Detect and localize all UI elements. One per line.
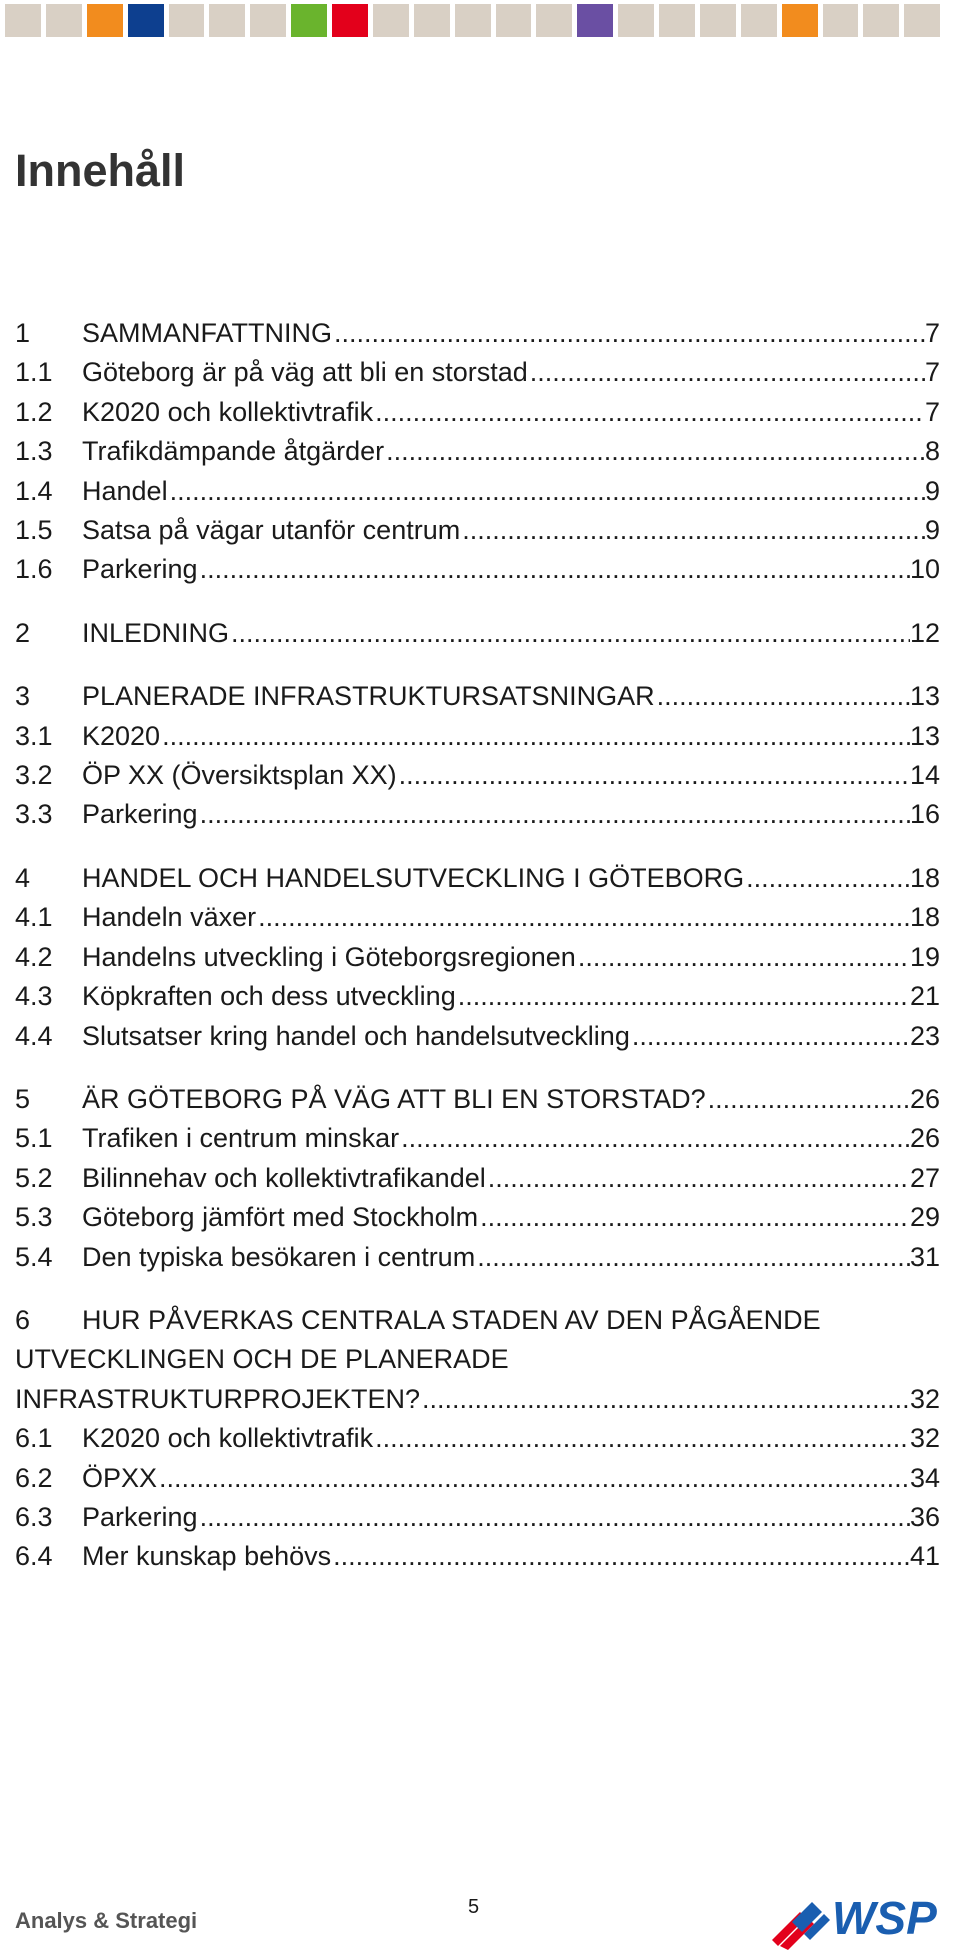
toc-number: 6 [15,1304,31,1335]
toc-label: Handelns utveckling i Göteborgsregionen [82,941,576,972]
toc-leader-dots [486,1159,910,1198]
table-of-contents [15,314,940,1577]
toc-leader-dots [397,756,910,795]
toc-leader-dots [198,795,910,834]
toc-section-entry[interactable] [15,353,940,392]
toc-section-entry[interactable] [15,1159,940,1198]
toc-number: 1 [15,318,31,348]
toc-page-number: 18 [909,862,940,893]
color-strip-square [128,4,164,37]
toc-leader-dots [373,1419,910,1458]
toc-leader-dots [630,1017,910,1056]
color-strip-square [536,4,572,37]
toc-section-entry[interactable] [15,1017,940,1056]
toc-leader-dots [168,472,925,511]
color-strip-square [46,4,82,37]
toc-section-entry[interactable] [15,1238,940,1277]
toc-number: 4 [15,862,31,893]
wsp-logo [770,1882,955,1952]
toc-leader-dots [331,1537,910,1576]
toc-section-entry[interactable] [15,432,940,471]
toc-number: 6.1 [15,1423,53,1454]
toc-number: 1.4 [15,475,53,506]
toc-number: 3 [15,681,31,712]
toc-leader-dots [229,614,910,653]
toc-label: SAMMANFATTNING [82,318,333,348]
toc-number: 6.4 [15,1541,53,1572]
footer-page-number: 5 [468,1896,480,1918]
color-strip-square [414,4,450,37]
toc-page-number: 9 [924,515,940,546]
toc-page-number: 41 [909,1541,940,1572]
toc-section-entry[interactable] [15,393,940,432]
toc-page-number: 23 [909,1020,940,1051]
header-color-strip [5,4,940,37]
toc-number: 4.3 [15,981,53,1012]
toc-label: HUR PÅVERKAS CENTRALA STADEN AV DEN PÅGÅENDE [82,1304,821,1335]
toc-section-entry[interactable] [15,977,940,1016]
toc-number: 3.2 [15,760,53,791]
toc-page-number: 7 [924,396,940,427]
toc-section-entry[interactable] [15,938,940,977]
toc-number: 1.3 [15,436,53,467]
color-strip-square [863,4,899,37]
toc-section-entry[interactable] [15,795,940,834]
color-strip-square [577,4,613,37]
toc-label: Handel [82,475,168,506]
toc-label: K2020 och kollektivtrafik [82,1423,374,1454]
color-strip-square [87,4,123,37]
toc-leader-dots [157,1459,910,1498]
toc-leader-dots [475,1238,910,1277]
toc-section-entry[interactable] [15,1119,940,1158]
toc-chapter-entry[interactable] [15,859,940,898]
toc-number: 1.1 [15,357,53,388]
toc-number: 3.3 [15,799,53,830]
toc-page-number: 7 [924,318,940,348]
toc-leader-dots [744,859,910,898]
toc-label: Köpkraften och dess utveckling [82,981,456,1012]
toc-page-number: 18 [909,902,940,933]
toc-label: Bilinnehav och kollektivtrafikandel [82,1162,486,1193]
color-strip-square [904,4,940,37]
toc-label: Parkering [82,799,198,830]
toc-section-entry[interactable] [15,472,940,511]
toc-leader-dots [655,677,910,716]
toc-number: 6.3 [15,1501,53,1532]
color-strip-square [5,4,41,37]
color-strip-square [250,4,286,37]
toc-page-number: 16 [909,799,940,830]
color-strip-square [209,4,245,37]
color-strip-square [700,4,736,37]
color-strip-square [659,4,695,37]
toc-label: Trafikdämpande åtgärder [82,436,385,467]
toc-page-number: 21 [909,981,940,1012]
toc-page-number: 14 [909,760,940,791]
toc-label: Göteborg är på väg att bli en storstad [82,357,528,388]
toc-chapter-entry[interactable] [15,614,940,653]
toc-number: 1.5 [15,515,53,546]
toc-label: Göteborg jämfört med Stockholm [82,1202,479,1233]
toc-chapter-entry[interactable] [15,1301,940,1419]
toc-number: 5.2 [15,1162,53,1193]
toc-label: Parkering [82,554,198,585]
toc-leader-dots [198,550,910,589]
toc-page-number: 12 [909,617,940,648]
toc-section-entry[interactable] [15,1419,940,1458]
toc-number: 4.2 [15,941,53,972]
toc-page-number: 10 [909,554,940,585]
toc-number: 1.2 [15,396,53,427]
toc-number: 1.6 [15,554,53,585]
color-strip-square [618,4,654,37]
color-strip-square [169,4,205,37]
toc-label: Slutsatser kring handel och handelsutveckling [82,1020,630,1051]
toc-page-number: 29 [909,1202,940,1233]
toc-label: K2020 [82,720,161,751]
toc-page-number: 36 [909,1501,940,1532]
toc-leader-dots [460,511,925,550]
toc-label: PLANERADE INFRASTRUKTURSATSNINGAR [82,681,655,712]
toc-leader-dots [706,1080,910,1119]
toc-section-entry[interactable] [15,511,940,550]
toc-page-number: 32 [909,1383,940,1414]
footer-department: Analys & Strategi [15,1908,198,1933]
wsp-logo-mark [772,1902,830,1950]
toc-label: ÄR GÖTEBORG PÅ VÄG ATT BLI EN STORSTAD? [82,1083,706,1114]
toc-page-number: 19 [909,941,940,972]
toc-page-number: 32 [909,1423,940,1454]
toc-label: Handeln växer [82,902,257,933]
toc-number: 5.4 [15,1241,53,1272]
toc-page-number: 9 [924,475,940,506]
toc-page-number: 8 [924,436,940,467]
toc-number: 5.1 [15,1123,53,1154]
toc-page-number: 34 [909,1462,940,1493]
toc-page-number: 13 [909,720,940,751]
toc-label: Satsa på vägar utanför centrum [82,515,461,546]
toc-leader-dots [198,1498,910,1537]
toc-leader-dots [528,353,925,392]
toc-section-entry[interactable] [15,1198,940,1237]
toc-label: HANDEL OCH HANDELSUTVECKLING I GÖTEBORG [82,862,745,893]
color-strip-square [741,4,777,37]
toc-section-entry[interactable] [15,1498,940,1537]
toc-label-continued: UTVECKLINGEN OCH DE PLANERADE [15,1344,509,1375]
color-strip-square [782,4,818,37]
toc-page-number: 13 [909,681,940,712]
toc-label: Parkering [82,1501,198,1532]
toc-label: ÖP XX (Översiktsplan XX) [82,760,397,791]
toc-page-number: 27 [909,1162,940,1193]
toc-label: Trafiken i centrum minskar [82,1123,400,1154]
toc-leader-dots [332,314,925,353]
toc-leader-dots [160,717,910,756]
toc-leader-dots [478,1198,910,1237]
toc-chapter-entry[interactable] [15,314,940,353]
toc-leader-dots [384,432,925,471]
toc-leader-dots [420,1380,910,1419]
toc-leader-dots [399,1119,910,1158]
toc-chapter-entry[interactable] [15,677,940,716]
toc-section-entry[interactable] [15,550,940,589]
color-strip-square [291,4,327,37]
toc-label: INLEDNING [82,617,230,648]
page-title: Innehåll [15,145,186,196]
toc-number: 5.3 [15,1202,53,1233]
toc-number: 4.4 [15,1020,53,1051]
toc-leader-dots [456,977,910,1016]
color-strip-square [332,4,368,37]
color-strip-square [823,4,859,37]
toc-section-entry[interactable] [15,756,940,795]
color-strip-square [373,4,409,37]
toc-number: 2 [15,617,31,648]
wsp-logo-text: WSP [832,1892,937,1944]
toc-number: 6.2 [15,1462,53,1493]
toc-label: Den typiska besökaren i centrum [82,1241,476,1272]
toc-page-number: 26 [909,1083,940,1114]
toc-label: ÖPXX [82,1462,158,1493]
toc-page-number: 31 [909,1241,940,1272]
toc-number: 5 [15,1083,31,1114]
toc-leader-dots [373,393,925,432]
toc-chapter-entry[interactable] [15,1080,940,1119]
toc-number: 4.1 [15,902,53,933]
toc-label: Mer kunskap behövs [82,1541,332,1572]
toc-label-continued: INFRASTRUKTURPROJEKTEN? [15,1383,421,1414]
toc-leader-dots [576,938,910,977]
toc-section-entry[interactable] [15,898,940,937]
toc-section-entry[interactable] [15,1459,940,1498]
color-strip-square [455,4,491,37]
toc-label: K2020 och kollektivtrafik [82,396,374,427]
toc-section-entry[interactable] [15,1537,940,1576]
toc-number: 3.1 [15,720,53,751]
toc-leader-dots [256,898,910,937]
toc-page-number: 7 [924,357,940,388]
toc-page-number: 26 [909,1123,940,1154]
toc-section-entry[interactable] [15,717,940,756]
color-strip-square [496,4,532,37]
